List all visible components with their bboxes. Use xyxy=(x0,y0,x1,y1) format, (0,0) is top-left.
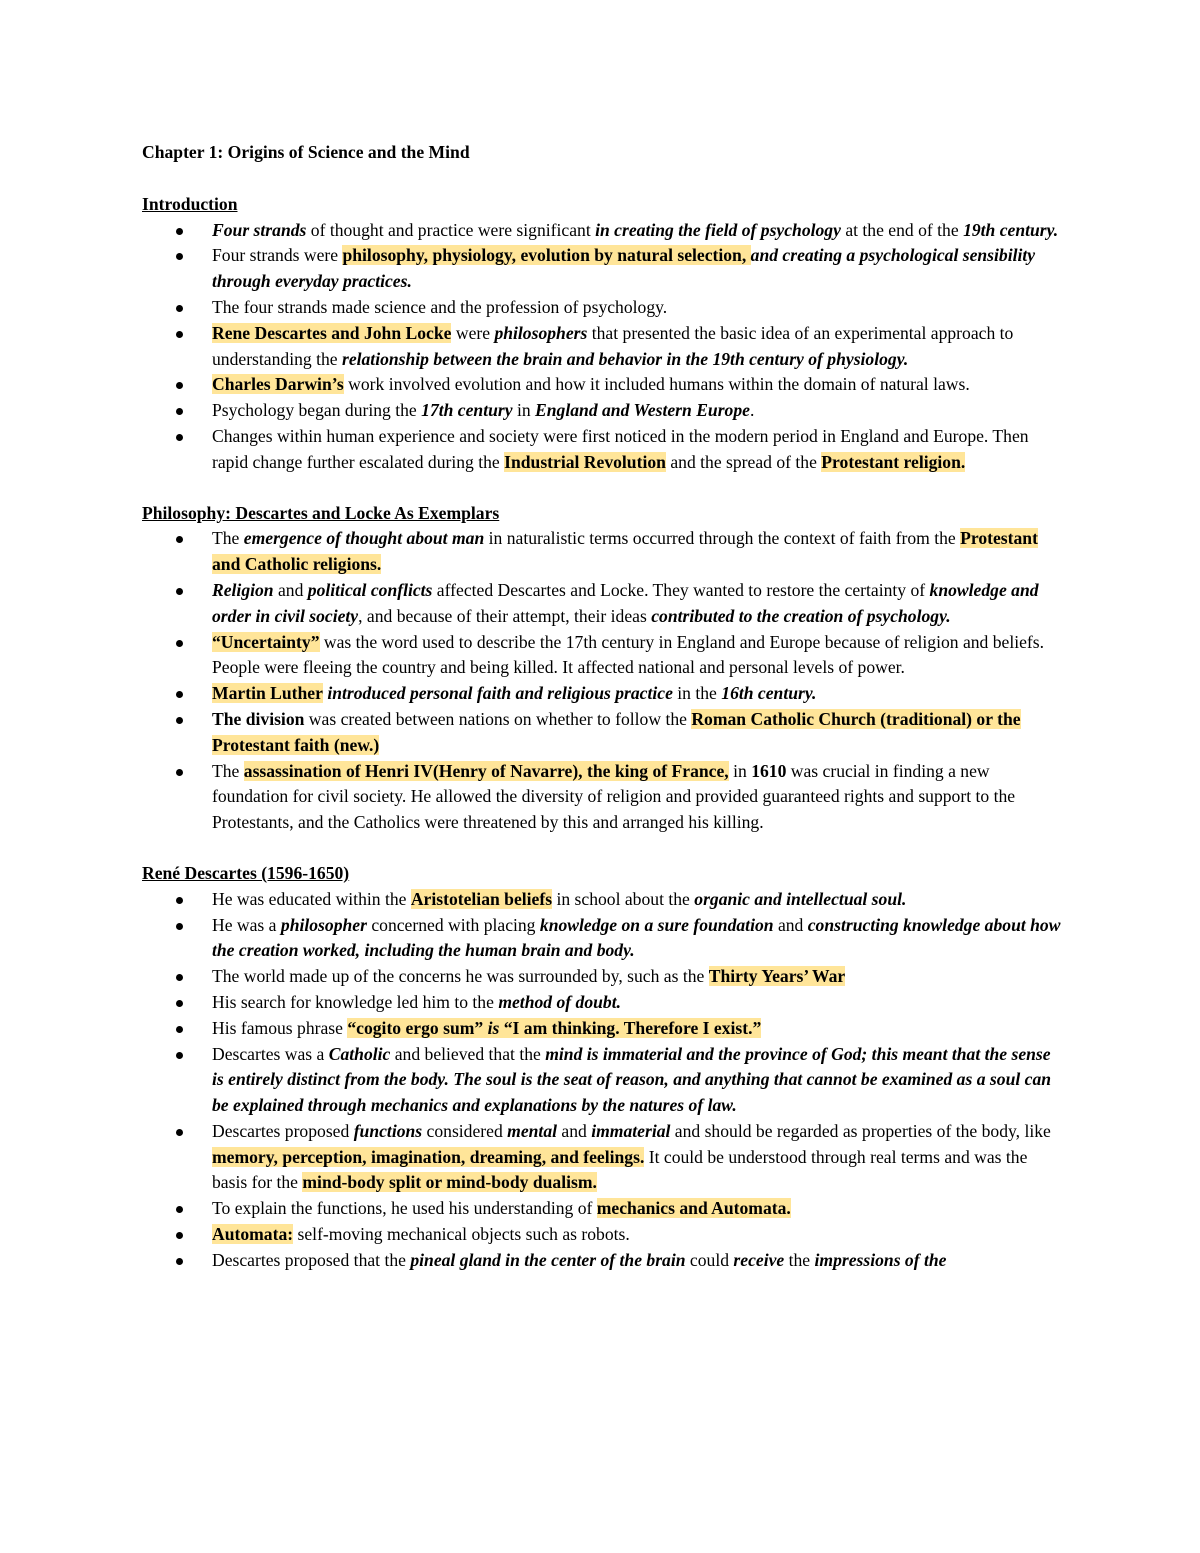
text-run: The xyxy=(212,528,244,549)
text-run: of thought and practice were significant xyxy=(306,219,596,240)
bullet-item xyxy=(142,243,1064,295)
text-run: at the end of the xyxy=(840,219,964,240)
text-run: in xyxy=(728,760,752,781)
text-run: His search for knowledge led him to the xyxy=(212,991,499,1012)
text-run: Four strands were xyxy=(212,245,343,266)
text-run: Changes within human experience and society were first noticed in the modern period in England and Europe. Then rapid change further escalated during the xyxy=(212,425,1029,472)
text-run: knowledge and order in civil society xyxy=(212,579,1039,626)
text-run: affected Descartes and Locke. They wanted to restore the certainty of xyxy=(432,579,930,600)
highlighted-text: Thirty Years’ War xyxy=(708,966,846,987)
text-run: that presented the basic idea of an experimental approach to understanding the xyxy=(212,322,1014,369)
highlighted-text: “I am thinking. Therefore I exist.” xyxy=(503,1017,762,1038)
text-run: organic and intellectual soul. xyxy=(694,888,907,909)
bullet-item xyxy=(142,1119,1064,1196)
text-run: His famous phrase xyxy=(212,1017,348,1038)
text-run: political conflicts xyxy=(307,579,433,600)
text-run: philosopher xyxy=(280,914,367,935)
text-run: mental xyxy=(507,1120,558,1141)
bullet-item xyxy=(142,295,1064,321)
highlighted-text: philosophy, physiology, evolution by natural selection, xyxy=(342,245,751,266)
bullet-dot-icon xyxy=(176,1129,183,1136)
bullet-item xyxy=(142,759,1064,836)
text-run: and xyxy=(557,1120,592,1141)
bullet-dot-icon xyxy=(176,923,183,930)
text-run: in xyxy=(512,400,536,421)
text-run: immaterial xyxy=(591,1120,671,1141)
bullet-dot-icon xyxy=(176,1026,183,1033)
text-run: considered xyxy=(422,1120,508,1141)
text-run: emergence of thought about man xyxy=(243,528,485,549)
highlighted-text: Roman Catholic Church (traditional) or the Protestant faith (new.) xyxy=(212,708,1021,755)
text-run: method of doubt. xyxy=(498,991,621,1012)
bullet-dot-icon xyxy=(176,382,183,389)
highlighted-text: mechanics and Automata. xyxy=(596,1198,791,1219)
bullet-dot-icon xyxy=(176,769,183,776)
text-run: mind is immaterial and the province of God; this meant that the sense is entirely distinct from the body. The soul is the seat of reason, and anything that cannot be examined as a soul can be explained through mechanics and explanations by the natures of law. xyxy=(212,1043,1052,1116)
chapter-title: Chapter 1: Origins of Science and the Mind xyxy=(142,142,470,162)
text-run: were xyxy=(451,322,495,343)
text-run: England and Western Europe xyxy=(535,400,750,421)
text-run: in school about the xyxy=(552,888,695,909)
text-run: in the xyxy=(672,683,722,704)
bullet-dot-icon xyxy=(176,588,183,595)
text-run: was the word used to describe the 17th century in England and Europe because of religion and beliefs. People were fleeing the country and being killed. It affected national and personal levels of power. xyxy=(212,631,1045,678)
bullet-dot-icon xyxy=(176,434,183,441)
text-run: Catholic xyxy=(328,1043,391,1064)
text-run: Descartes proposed xyxy=(212,1120,354,1141)
text-run: and creating a psychological sensibility through everyday practices. xyxy=(212,245,1036,292)
bullet-item xyxy=(142,630,1064,682)
highlighted-text: Protestant religion. xyxy=(821,451,966,472)
text-run: could xyxy=(685,1249,734,1270)
text-run: Religion xyxy=(212,579,274,600)
bullet-item xyxy=(142,964,1064,990)
highlighted-text: Martin Luther xyxy=(212,683,323,704)
bullet-dot-icon xyxy=(176,717,183,724)
bullet-dot-icon xyxy=(176,897,183,904)
section xyxy=(142,192,1064,476)
text-run: in creating the field of psychology xyxy=(595,219,841,240)
bullet-item xyxy=(142,424,1064,476)
section-heading: René Descartes (1596-1650) xyxy=(142,862,350,883)
text-run: philosophers xyxy=(494,322,588,343)
text-run: impressions of the xyxy=(814,1249,947,1270)
bullet-item xyxy=(142,913,1064,965)
bullet-dot-icon xyxy=(176,408,183,415)
bullet-item xyxy=(142,887,1064,913)
section xyxy=(142,501,1064,836)
text-run: was crucial in finding a new foundation for civil society. He allowed the diversity of religion and provided guaranteed rights and support to the Protestants, and the Catholics were threatened by this and arranged his killing. xyxy=(212,760,1016,833)
text-run: He was educated within the xyxy=(212,888,411,909)
text-run: receive xyxy=(733,1249,785,1270)
highlighted-text: Rene Descartes and John Locke xyxy=(212,322,452,343)
bullet-dot-icon xyxy=(176,1000,183,1007)
bullet-dot-icon xyxy=(176,691,183,698)
text-run: and the spread of the xyxy=(665,451,822,472)
section xyxy=(142,861,1064,1274)
highlighted-text: “cogito ergo sum” xyxy=(347,1017,484,1038)
text-run: , and because of their attempt, their ideas xyxy=(358,605,652,626)
bullet-item xyxy=(142,398,1064,424)
bullet-dot-icon xyxy=(176,331,183,338)
highlighted-text: Industrial Revolution xyxy=(504,451,666,472)
bullet-item xyxy=(142,707,1064,759)
bullet-item xyxy=(142,1016,1064,1042)
bullet-dot-icon xyxy=(176,228,183,235)
bullet-item xyxy=(142,578,1064,630)
text-run: The division xyxy=(212,708,305,729)
text-run: Descartes proposed that the xyxy=(212,1249,411,1270)
sections-container xyxy=(142,192,1064,1274)
text-run: The world made up of the concerns he was surrounded by, such as the xyxy=(212,966,709,987)
bullet-item xyxy=(142,321,1064,373)
text-run: Four strands xyxy=(212,219,307,240)
bullet-list xyxy=(142,887,1064,1274)
bullet-item xyxy=(142,1222,1064,1248)
text-run: work involved evolution and how it included humans within the domain of natural laws. xyxy=(343,374,970,395)
text-run: 16th century. xyxy=(721,683,817,704)
highlighted-text: assassination of Henri IV(Henry of Navarre), the king of France, xyxy=(243,760,729,781)
bullet-list xyxy=(142,526,1064,836)
text-run: 17th century xyxy=(421,400,513,421)
text-run: 19th century. xyxy=(963,219,1059,240)
bullet-item xyxy=(142,372,1064,398)
bullet-item xyxy=(142,681,1064,707)
text-run: concerned with placing xyxy=(366,914,540,935)
bullet-dot-icon xyxy=(176,1232,183,1239)
text-run: The four strands made science and the profession of psychology. xyxy=(212,296,668,317)
bullet-dot-icon xyxy=(176,1206,183,1213)
section-heading: Introduction xyxy=(142,193,238,214)
highlighted-text: memory, perception, imagination, dreaming, and feelings. xyxy=(212,1146,645,1167)
text-run: . xyxy=(749,400,755,421)
bullet-item xyxy=(142,1248,1064,1274)
text-run: self-moving mechanical objects such as robots. xyxy=(293,1224,630,1245)
text-run: and xyxy=(773,914,808,935)
document-body xyxy=(142,140,1064,1299)
text-run: constructing knowledge about how the creation worked, including the human brain and body. xyxy=(212,914,1061,961)
text-run: contributed to the creation of psychology. xyxy=(651,605,951,626)
bullet-item xyxy=(142,990,1064,1016)
highlighted-text: Automata: xyxy=(212,1224,294,1245)
bullet-item xyxy=(142,1042,1064,1119)
text-run: To explain the functions, he used his understanding of xyxy=(212,1198,597,1219)
section-heading: Philosophy: Descartes and Locke As Exemplars xyxy=(142,502,500,523)
text-run: He was a xyxy=(212,914,281,935)
highlighted-text: Protestant and Catholic religions. xyxy=(212,528,1038,575)
bullet-dot-icon xyxy=(176,974,183,981)
bullet-dot-icon xyxy=(176,305,183,312)
bullet-list xyxy=(142,218,1064,476)
text-run: and xyxy=(273,579,308,600)
text-run: The xyxy=(212,760,244,781)
bullet-item xyxy=(142,218,1064,244)
text-run: relationship between the brain and behavior in the 19th century of physiology. xyxy=(341,348,909,369)
bullet-dot-icon xyxy=(176,1258,183,1265)
text-run: the xyxy=(784,1249,815,1270)
highlighted-text: is xyxy=(483,1017,504,1038)
highlighted-text: Aristotelian beliefs xyxy=(410,888,553,909)
text-run: It could be understood through real terms and was the basis for the xyxy=(212,1146,1028,1193)
bullet-item xyxy=(142,1196,1064,1222)
text-run: 1610 xyxy=(751,760,787,781)
bullet-dot-icon xyxy=(176,253,183,260)
text-run: and should be regarded as properties of the body, like xyxy=(670,1120,1051,1141)
text-run: and believed that the xyxy=(390,1043,546,1064)
highlighted-text: mind-body split or mind-body dualism. xyxy=(302,1172,597,1193)
bullet-dot-icon xyxy=(176,640,183,647)
text-run: Psychology began during the xyxy=(212,400,422,421)
bullet-dot-icon xyxy=(176,1052,183,1059)
text-run: in naturalistic terms occurred through the context of faith from the xyxy=(484,528,961,549)
bullet-item xyxy=(142,526,1064,578)
text-run: functions xyxy=(353,1120,423,1141)
highlighted-text: “Uncertainty” xyxy=(212,631,320,652)
text-run: pineal gland in the center of the brain xyxy=(410,1249,686,1270)
highlighted-text: Charles Darwin’s xyxy=(212,374,344,395)
text-run: Descartes was a xyxy=(212,1043,329,1064)
text-run: was created between nations on whether to follow the xyxy=(304,708,692,729)
text-run: introduced personal faith and religious practice xyxy=(327,683,673,704)
text-run: knowledge on a sure foundation xyxy=(539,914,774,935)
bullet-dot-icon xyxy=(176,536,183,543)
